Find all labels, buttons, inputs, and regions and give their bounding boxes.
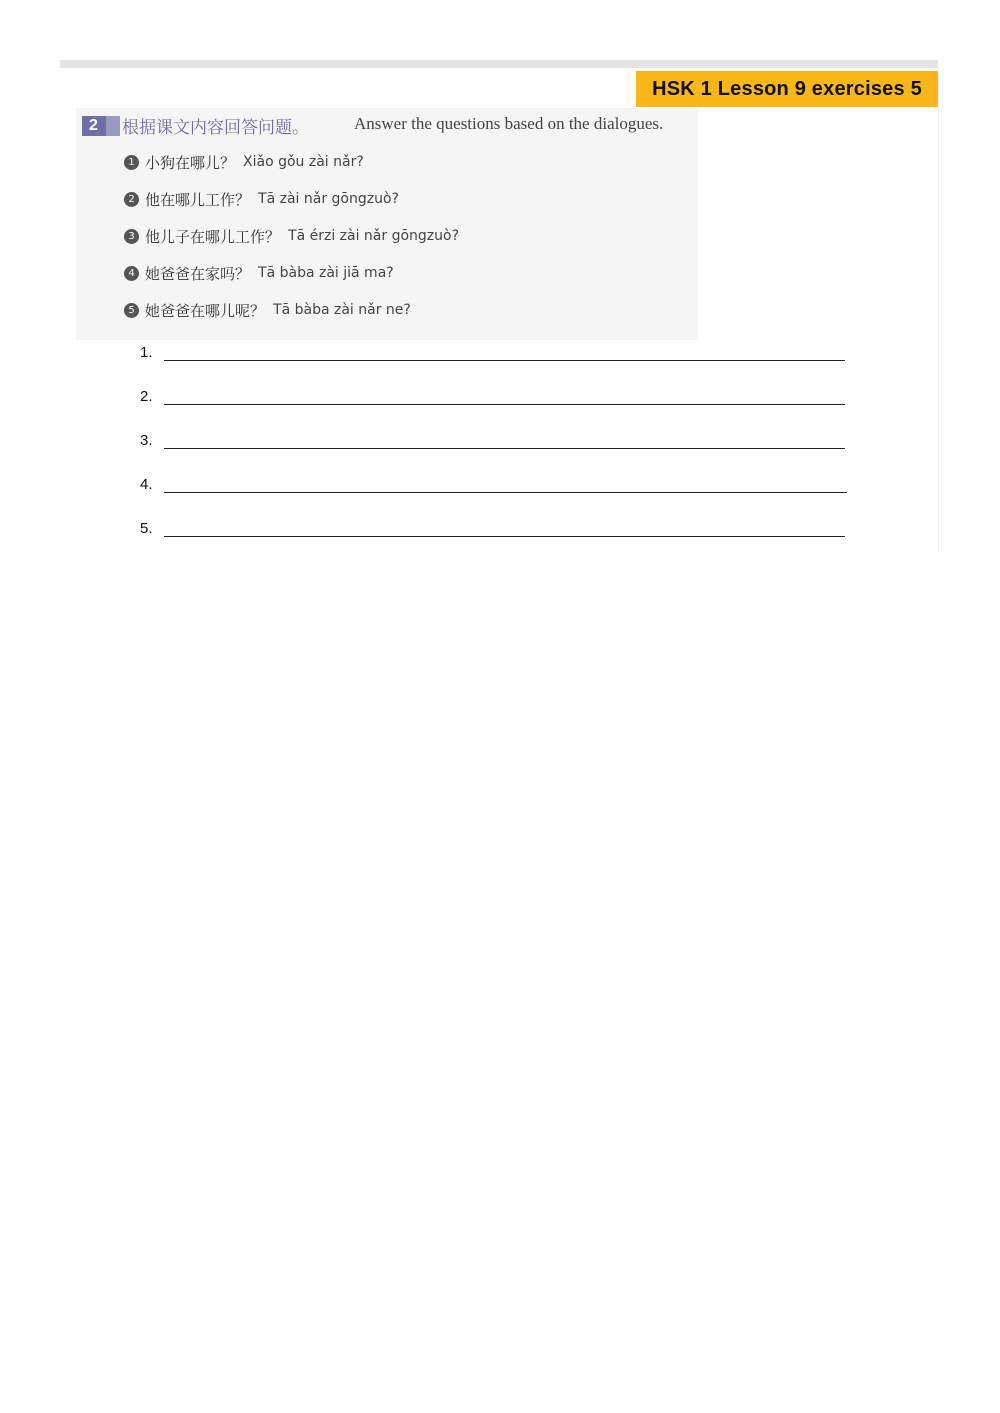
question-pinyin: Tā zài nǎr gōngzuò? [258, 191, 399, 207]
question-pinyin: Tā bàba zài jiā ma? [258, 265, 394, 281]
question-number-icon: 5 [124, 303, 139, 318]
question-5 [124, 299, 411, 321]
question-hanzi: 小狗在哪儿？ [145, 153, 236, 172]
answer-row-4 [140, 474, 847, 494]
question-pinyin: Tā érzi zài nǎr gōngzuò? [288, 228, 460, 244]
page-top-bar [60, 60, 938, 68]
question-hanzi: 她爸爸在哪儿呢？ [145, 301, 266, 320]
question-number-icon: 2 [124, 192, 139, 207]
question-4 [124, 262, 394, 284]
exercise-number-badge: 2 [82, 116, 120, 136]
question-3 [124, 225, 459, 247]
answer-label: 3. [140, 432, 153, 449]
question-hanzi: 他儿子在哪儿工作？ [145, 227, 281, 246]
answer-row-3 [140, 430, 845, 450]
answer-input-line[interactable] [164, 536, 845, 537]
answer-label: 2. [140, 388, 153, 405]
answer-input-line[interactable] [164, 448, 845, 449]
question-pinyin: Tā bàba zài nǎr ne? [273, 302, 411, 318]
question-number-icon: 4 [124, 266, 139, 281]
answer-row-1 [140, 342, 845, 362]
answer-label: 1. [140, 344, 153, 361]
question-1 [124, 151, 364, 173]
answer-row-2 [140, 386, 845, 406]
worksheet-title: HSK 1 Lesson 9 exercises 5 [636, 71, 938, 107]
question-number-icon: 3 [124, 229, 139, 244]
question-hanzi: 他在哪儿工作？ [145, 190, 251, 209]
question-pinyin: Xiǎo gǒu zài nǎr? [243, 154, 364, 170]
answer-input-line[interactable] [164, 492, 847, 493]
instruction-english: Answer the questions based on the dialogues. [354, 114, 664, 133]
answer-label: 5. [140, 520, 153, 537]
question-hanzi: 她爸爸在家吗？ [145, 264, 251, 283]
answer-input-line[interactable] [164, 360, 845, 361]
question-2 [124, 188, 399, 210]
instruction-chinese: 根据课文内容回答问题。 [122, 118, 309, 138]
question-number-icon: 1 [124, 155, 139, 170]
answer-label: 4. [140, 476, 153, 493]
textbook-excerpt [76, 108, 698, 340]
answer-row-5 [140, 518, 845, 538]
answer-input-line[interactable] [164, 404, 845, 405]
